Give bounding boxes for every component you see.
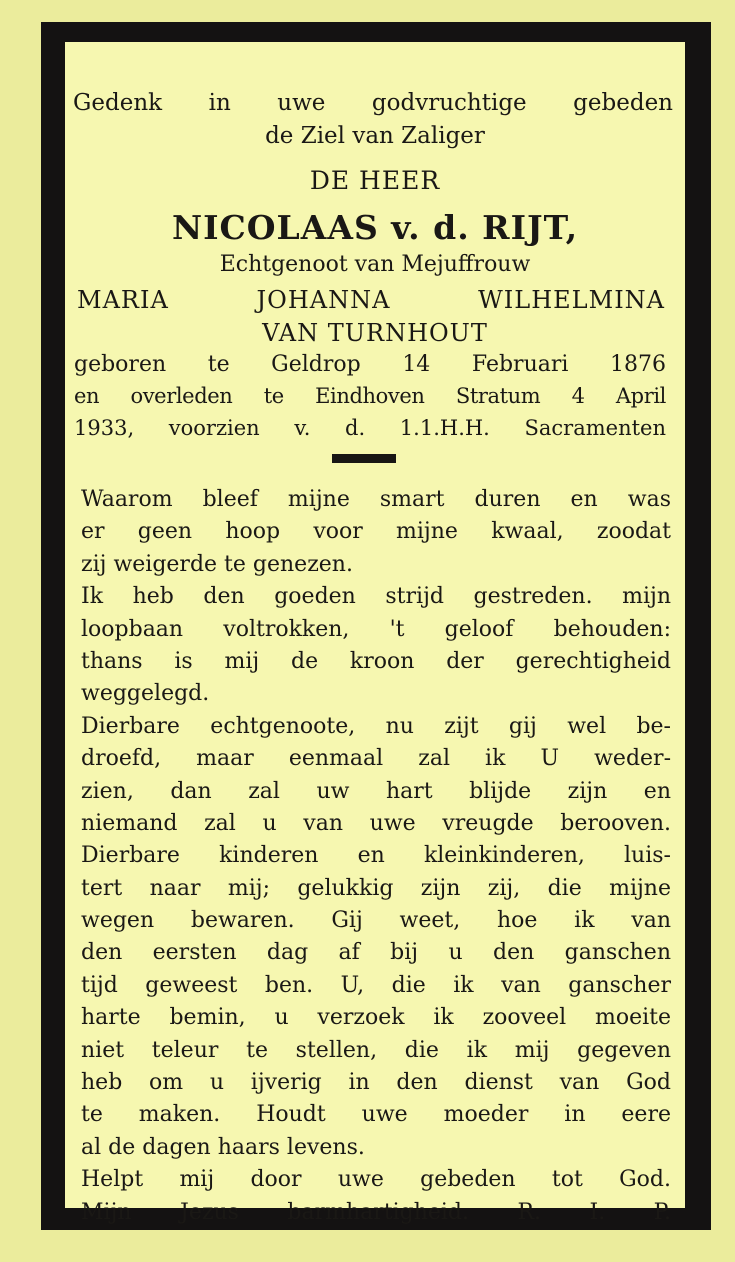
prayer-line: Dierbare echtgenoote, nu zijt gij wel be- <box>81 713 671 739</box>
prayer-line: tert naar mij; gelukkig zijn zij, die mijne <box>81 875 671 901</box>
prayer-line: niemand zal u van uwe vreugde berooven. <box>81 810 671 836</box>
prayer-line: harte bemin, u verzoek ik zooveel moeite <box>81 1005 671 1031</box>
death-line: en overleden te Eindhoven Stratum 4 April <box>74 384 666 408</box>
prayer-text <box>81 484 671 1229</box>
prayer-line: zij weigerde te genezen. <box>81 551 353 577</box>
prayer-line: zien, dan zal uw hart blijde zijn en <box>81 778 671 804</box>
spouse-name-line-1: MARIA JOHANNA WILHELMINA <box>77 286 665 314</box>
prayer-line: loopbaan voltrokken, 't geloof behouden: <box>81 616 671 642</box>
prayer-line: tijd geweest ben. U, die ik van ganscher <box>81 972 671 998</box>
prayer-line: Dierbare kinderen en kleinkinderen, luis- <box>81 843 671 869</box>
prayer-line: Helpt mij door uwe gebeden tot God. <box>81 1167 671 1193</box>
prayer-line: wegen bewaren. Gij weet, hoe ik van <box>81 908 671 934</box>
prayer-line: thans is mij de kroon der gerechtigheid <box>81 648 671 674</box>
closing-line: Mijn Jezus barmhartigheid. R. I. P. <box>81 1199 671 1225</box>
prayer-line: er geen hoop voor mijne kwaal, zoodat <box>81 519 671 545</box>
card-content-panel <box>65 42 685 1225</box>
prayer-line: te maken. Houdt uwe moeder in eere <box>81 1102 671 1128</box>
prayer-line: al de dagen haars levens. <box>81 1134 365 1160</box>
sacraments-line: 1933, voorzien v. d. 1.1.H.H. Sacramenten <box>74 416 666 440</box>
prayer-line: droefd, maar eenmaal zal ik U weder- <box>81 746 671 772</box>
birth-line: geboren te Geldrop 14 Februari 1876 <box>74 352 666 377</box>
prayer-line: Waarom bleef mijne smart duren en was <box>81 487 671 512</box>
title-de-heer: DE HEER <box>309 166 441 195</box>
prayer-line: niet teleur te stellen, die ik mij gegeven <box>81 1037 671 1063</box>
prayer-line: Ik heb den goeden strijd gestreden. mijn <box>81 584 671 610</box>
deceased-name: NICOLAAS v. d. RIJT, <box>171 208 579 247</box>
spouse-intro: Echtgenoot van Mejuffrouw <box>219 252 531 277</box>
prayer-line: den eersten dag af bij u den ganschen <box>81 940 671 966</box>
intro-line-2: de Ziel van Zaliger <box>265 123 485 149</box>
spouse-name-line-2: VAN TURNHOUT <box>262 319 488 347</box>
divider-bar <box>332 454 396 463</box>
black-border-frame <box>41 22 711 1230</box>
prayer-line: heb om u ijverig in den dienst van God <box>81 1070 671 1096</box>
intro-line-1: Gedenk in uwe godvruchtige gebeden <box>73 90 673 116</box>
prayer-line: weggelegd. <box>81 681 210 707</box>
